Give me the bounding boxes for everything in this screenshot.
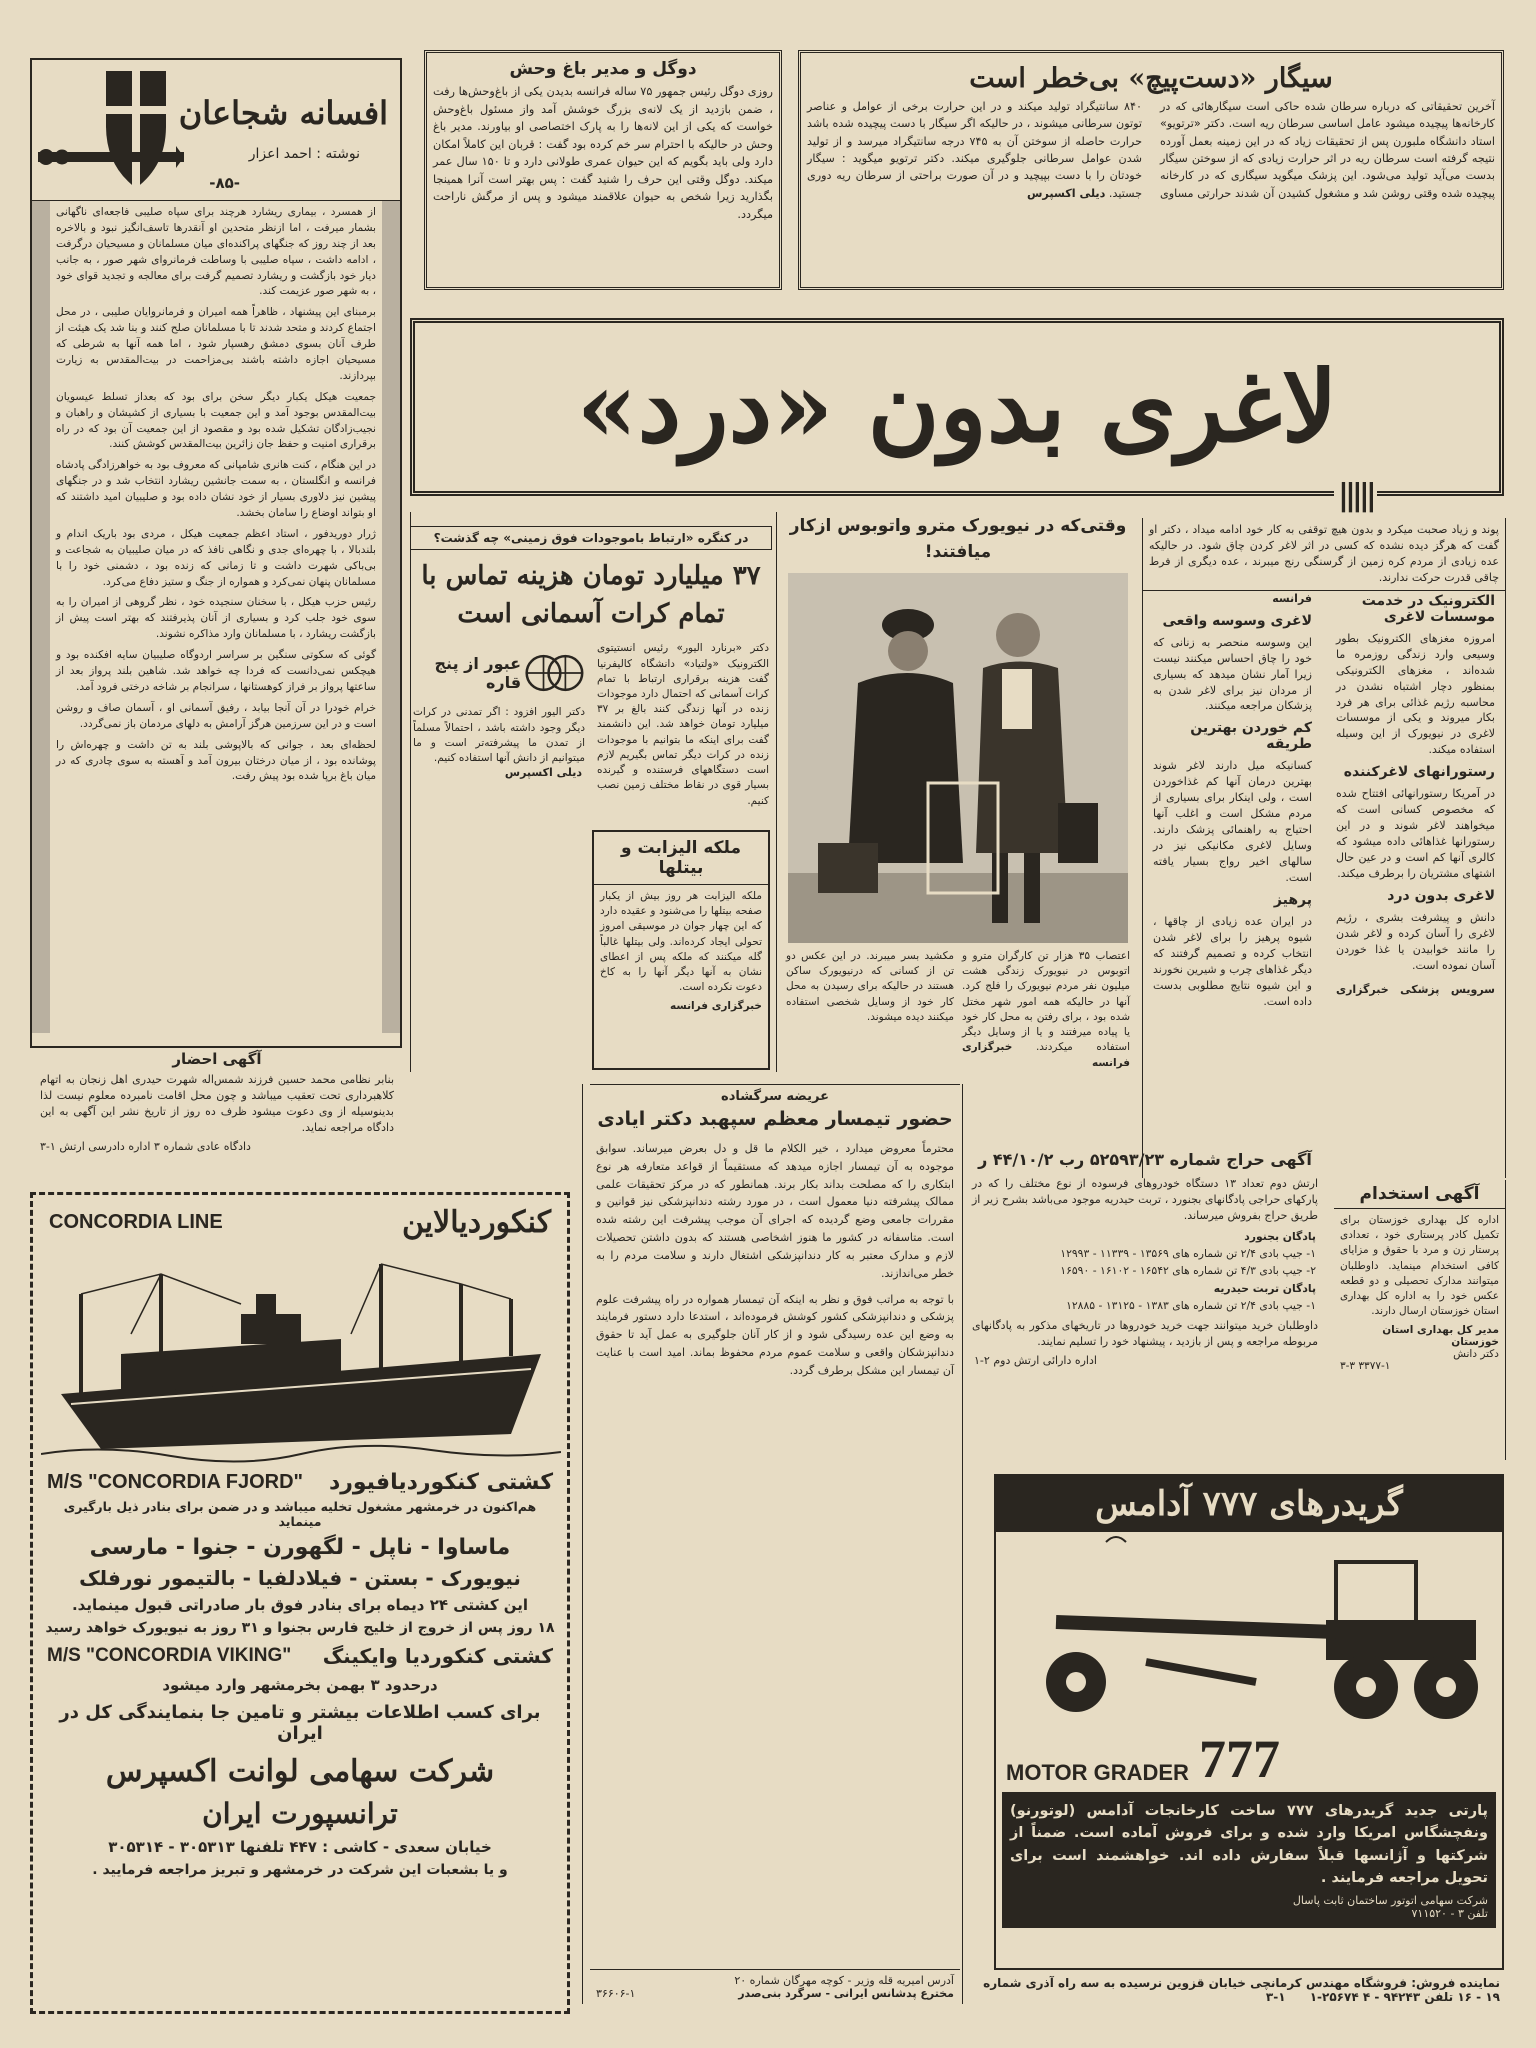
grader-footer-code: ۱-۳ (1265, 1990, 1286, 2004)
serial-paragraph: در این هنگام ، کنت هانری شامپانی که معروف بود به خواهرزادگی پادشاه فرانسه و انگلستان ، به سمت جانشین ریشارد انتخاب شد و در جنگهای پیشین نیز دلاوری بسیار از خود نشان داده بود و صلیبیان امید داشتند که او بتواند اوضاع را سامان بخشد. (56, 459, 376, 520)
petition-footer (590, 1969, 960, 2004)
auction-line: پادگان تربت حیدریه (1213, 1281, 1316, 1295)
weightloss-section-title: کم خوردن بهترین طریقه (1190, 720, 1312, 753)
cigar-body: آخرین تحقیقاتی که درباره سرطان شده حاکی است سیگارهائی که در کارخانه‌ها پیچیده میشود عامل اساسی سرطان ریه است. دکتر «ترتویو» استاد دانشگاه ملبورن پس از تحقیقات زیاد که در این زمینه بعمل آورده نتیجه گرفته است سرطان ریه در اثر حرارت زیادی که از سوختن سیگار بدست می‌آید تولید می‌شود. این پزشک میگوید سیگاری که در کارخانه پیچیده شده وقتی روشن شد و مشغول کشیدن آن شدند حرارتی مساوی ۸۴۰ سانتیگراد تولید میکند و در این حرارت برخی از عوامل و عناصر توتون سرطانی میشوند ، در حالیکه اگر سیگار با دست پیچیده شده باشد حرارت حاصله از سوختن آن به ۷۴۵ درجه سانتیگراد میرسد و از تولید شدن عوامل سرطانی جلوگیری میکند. دکتر ترتویو میگوید : سیگار خودتان را با دست بپیچید و در آن صورت براحتی از سرطان ریه دوری جستید. دیلی اکسپرس (807, 100, 1495, 200)
serial-paragraph: رئیس حزب هیکل ، با سخنان سنجیده خود ، نظر گروهی از امیران را به سوی خود جلب کرد و بسیاری از آنان پذیرفتند که بهتر است پیش از بازگشت ریشارد ، با مسلمانان وارد مذاکره نشوند. (56, 596, 376, 641)
grader-footer: نماینده فروش: فروشگاه مهندس کرمانچی خیابان قزوین نرسیده به سه راه آذری شماره ۱۹ - ۱۶ تلفن ۹۴۲۴۳ - ۴ ۲۵۶۷۴-۱ ۱-۳ (983, 1976, 1500, 2004)
concordia-ship2-en: M/S "CONCORDIA VIKING" (47, 1645, 292, 1666)
serial-paragraph: جمعیت هیکل یکبار دیگر سخن برای بود که بعداز تسلط عیسویان بیت‌المقدس بوجود آمد و این جمعیت با بسیاری از کشیشان و راهبان و نجیب‌زادگان تشکیل شده بود و مقصود از این جمعیت آن بود که در راه برقراری امنیت و حفظ جان زائرین بیت‌المقدس کوشش کنند. (56, 390, 376, 451)
weightloss-section-body: در ایران عده زیادی از چاقها ، شیوه پرهیز را برای لاغر شدن انتخاب کرده و تصمیم گرفتند که دیگر غذاهای چرب و شیرین نخورند و این شیوه نتایج مطلوبی بدست داده است. (1153, 914, 1312, 1008)
congress-body-2: دکتر الیور افزود : اگر تمدنی در کرات دیگر وجود داشته باشد ، احتمالاً مسلماً از تمدن ما پیشرفته‌تر است و ما میتوانیم از دانش آنها استفاده کنیم. (413, 706, 585, 765)
weightloss-section-body: این وسوسه منحصر به زنانی که خود را چاق احساس میکنند نیست زیرا آمار نشان میدهد که بسیاری از مردان نیز برای لاغر شدن به پزشکان مراجعه میکنند. (1153, 635, 1312, 713)
shield-sword-icon (36, 66, 186, 196)
serial-title: افسانه شجاعان (178, 94, 388, 132)
weightloss-section-title: الکترونیک در خدمت موسسات لاغری (1361, 592, 1495, 625)
concordia-brand-fa: کنکوردیالاین (401, 1205, 551, 1240)
degaulle-body: روزی دوگل رئیس جمهور ۷۵ ساله فرانسه بدیدن یکی از باغ‌وحش‌ها رفت ، ضمن بازدید از یک لانه‌ی بزرگ خوشش آمد واز مسئول باغ‌وحش خواست که یکی از این لانه‌ها را به پارک اختصاصی او بیاورند. مدیر باغ وحش در حالیکه با احترام سر خم کرده بود گفت : قربان این کاملاً امکان دارد ولی باید بگویم که این حیوان عمری طولانی دارد و تا ۱۵۰ سال عمر میکند. دوگل وقتی این حرف را شنید گفت : پس بهتر است آنرا همینجا بگذارید زیرا شخص به حیوان علاقمند میشود و پس از مرگش ناراحت میگردد. (433, 85, 773, 221)
petition-body-2: با توجه به مراتب فوق و نظر به اینکه آن تیمسار همواره در راه پیشرفت علوم پزشکی و دندانپزشکی کشور کوشش فرموده‌اند ، استدعا دارد دستور فرمایند به وضع این عده رسیدگی شود و از کار آنان جلوگیری به عمل آید تا حقوق دندانپزشکان واقعی و سلامت عموم مردم محفوظ بماند. امید است با عنایت آن تیمسار این مشکل برطرف گردد. (596, 1292, 954, 1377)
concordia-line3: ۱۸ روز پس از خروج از خلیج فارس بجنوا و ۳۱ روز به نیویورک خواهد رسید (45, 1620, 555, 1636)
concordia-ship2-fa: کشتی کنکوردیا وایکینگ (322, 1644, 553, 1668)
weightloss-section-title: لاغری بدون درد (1387, 887, 1495, 904)
weightloss-article (1142, 518, 1506, 1178)
concordia-line4: درحدود ۳ بهمن بخرمشهر وارد میشود (162, 1676, 438, 1694)
concordia-address: خیابان سعدی - کاشی : ۴۴۷ تلفنها ۳۰۵۳۱۳ - ۳۰۵۳۱۴ (108, 1838, 492, 1856)
petition-label: عریضه سرگشاده (721, 1089, 829, 1104)
auction-notice (966, 1148, 1324, 1460)
summons-footer: دادگاه عادی شماره ۳ اداره دادرسی ارتش ۱-۳ (40, 1139, 251, 1153)
elizabeth-body: ملکه الیزابت هر روز بیش از یکبار صفحه بیتلها را می‌شنود و عقیده دارد که این چهار جوان در موسیقی امروز تحولی ایجاد کرده‌اند. ولی بیتلها غالباً گله میکنند که ملکه پس از اعطای نشان به آنها دیگر آنها را به کاخ دعوت نکرده است. (600, 890, 762, 994)
concordia-ship1 (39, 1464, 561, 1497)
congress-headline: ۳۷ میلیارد تومان هزینه تماس با تمام کرات آسمانی است (421, 561, 761, 629)
petition-sign: مخترع پدشانس ایرانی - سرگرد بنی‌صدر (738, 1987, 954, 2000)
congress-body: دکتر «برنارد الیور» رئیس انستیتوی الکترونیک «ولتیاد» دانشگاه کالیفرنیا گفت هزینه برقراری ارتباط با تمام کرات آسمانی که احتمال دارد موجودات زنده در آنها زندگی کنند بالغ بر ۳۷ میلیارد تومان خواهد شد. این دانشمند گفت برای اینکه ما بتوانیم با موجودات زنده در کرات دیگر تماس بگیریم لازم است دستگاههای فرستنده و گیرنده بسیار قوی در نقاط مختلف زمین نصب کنیم. (597, 642, 769, 807)
concordia-brand-en: CONCORDIA LINE (49, 1211, 223, 1233)
degaulle-article (424, 50, 782, 290)
congress-col-left (410, 641, 588, 808)
congress-signature: دیلی اکسپرس (504, 766, 582, 780)
motor-grader-icon (996, 1532, 1502, 1732)
weightloss-cols (1143, 591, 1505, 1171)
column-rule (962, 1084, 963, 2004)
petition-address: آدرس امیریه قله وزیر - کوچه مهرگان شماره ۲۰ (734, 1974, 954, 1987)
concordia-company2: ترانسپورت ایران (202, 1797, 398, 1830)
concordia-ship1-fa: کشتی کنکوردیافیورد (328, 1470, 553, 1495)
elizabeth-title: ملکه الیزابت و بیتلها (594, 832, 768, 885)
weightloss-signature: سرویس پزشکی خبرگزاری فرانسه (1272, 591, 1495, 996)
weightloss-section-title: لاغری وسوسه واقعی (1162, 612, 1312, 629)
weightloss-section-body: امروزه مغزهای الکترونیک بطور وسیعی وارد زندگی روزمره ما شده‌اند ، مغزهای الکترونیکی بمنظور دچار اشتباه نشدن در محاسبه رژیم غذائی برای هر فرد بکار میروند و یکی از موسسات لاغری در نیویورک از این وسیله استفاده میکند. (1336, 631, 1495, 757)
congress-columns (410, 641, 772, 808)
weightloss-section-title: رستورانهای لاغرکننده (1343, 764, 1495, 781)
serial-header (32, 60, 400, 201)
degaulle-title: دوگل و مدیر باغ وحش (509, 59, 697, 79)
serial-paragraph: برمبنای این پیشنهاد ، ظاهراً همه امیران و فرمانروایان صلیبی ، در محل اجتماع کردند و متحد شدند تا با مسلمانان صلح کنند و بنا شد یک هیئت از طرف آنان بسوی دمشق رهسپار شود ، اما همه آنها به شرطی که مسیحیان اجازه داشته باشند بی‌مزاحمت در بیت‌المقدس به زیارت بپردازند. (56, 306, 376, 382)
hiring-body: اداره کل بهداری خوزستان برای تکمیل کادر پرستاری خود ، تعدادی پرستار زن و مرد با حقوق و مزایای کافی استخدام مینماید. داوطلبان میتوانند مدارک تحصیلی و دو قطعه عکس خود را به اداره کل بهداری استان خوزستان ارسال دارند. (1340, 1214, 1499, 1318)
concordia-header (39, 1201, 561, 1244)
headline-marker: ||||| (1334, 478, 1377, 513)
column-rule (582, 1084, 583, 2004)
nyc-title: وقتی‌که در نیویورک مترو واتوبوس ازکار میافتند! (789, 516, 1127, 562)
cargo-ship-icon (41, 1244, 561, 1464)
elizabeth-article (592, 830, 770, 1070)
grader-model: 777 (1198, 1729, 1280, 1789)
auction-body-2: داوطلبان خرید میتوانند جهت خرید خودروها در تاریخهای مذکور به پادگانهای مربوطه مراجعه و پس از بازدید ، پیشنهاد خود را تسلیم نمایند. (972, 1319, 1318, 1349)
weightloss-section-title: پرهیز (1273, 891, 1312, 908)
concordia-line1: هم‌اکنون در خرمشهر مشغول تخلیه میباشد و در ضمن برای بنادر ذیل بارگیری مینماید (63, 1499, 537, 1529)
metro-strike-photo-icon (788, 573, 1128, 943)
five-continents-logo (410, 641, 588, 705)
concordia-line5: برای کسب اطلاعات بیشتر و تامین جا بنمایندگی کل در ایران (59, 1702, 541, 1744)
serial-author: نوشته : احمد اعزار (248, 146, 360, 162)
nyc-caption: مکشید بسر میبرند. در این عکس دو تن از کسانی که درنیویورک ساکن هستند در حالیکه برای رسیدن به محل کار خود از وسایل شخصی استفاده میکنند دیده میشوند. (786, 950, 954, 1023)
weightloss-intro: پوند و زیاد صحبت میکرد و بدون هیچ توقفی به کار خود ادامه میداد ، دکتر او گفت که هرگز دیده نشده که کسی در اثر لاغر کردن چاق شود. در حالیکه عده زیادی از مردم کره زمین از گرسنگی رنج میبرند ، عده دیگری از فرط چاقی قدرت حرکت ندارند. (1143, 518, 1505, 591)
concordia-ports1: ماساوا - ناپل - لگهورن - جنوا - مارسی (89, 1535, 511, 1560)
summons-notice (34, 1050, 400, 1182)
hiring-sign: مدیر کل بهداری استان خوزستان (1382, 1323, 1499, 1348)
cigar-article (798, 50, 1504, 290)
column-rule (410, 512, 411, 1072)
concordia-ship1-en: M/S "CONCORDIA FJORD" (47, 1471, 304, 1493)
weightloss-section-body: در آمریکا رستورانهائی افتتاح شده که مخصوص کسانی است که میخواهند لاغر شوند و در این رستورانها غذاهائی داده میشود که کالری آنها کم است و در عین حال اشتهای مشتریان را برطرف میکند. (1336, 787, 1495, 880)
auction-line: ۱- جیپ بادی ۲/۴ تن شماره های ۱۳۵۶۹ - ۱۱۳۳۹ - ۱۲۹۹۳ (1060, 1247, 1316, 1261)
serial-paragraph: گوئی که سکوتی سنگین بر سراسر اردوگاه صلیبیان سایه افکنده بود و هیچکس نمی‌دانست که فردا چه خواهد شد. شاهین بلند پرواز بعد از ساعتها پرواز بر فراز کوهستانها ، سرانجام بر شاخه درختی فرود آمد. (56, 649, 376, 693)
headline-box (410, 318, 1504, 496)
nyc-article (780, 512, 1136, 1102)
serial-episode: -۸۵- (209, 174, 240, 192)
globe-icon (525, 645, 584, 701)
weightloss-section-body: دانش و پیشرفت بشری ، رژیم لاغری را آسان کرده و لاغر شدن را مانند خوابیدن یا غذا خوردن آسان نموده است. (1336, 910, 1495, 972)
cigar-title: سیگار «دست‌پیچ» بی‌خطر است (969, 63, 1333, 94)
grader-promo: پارتی جدید گریدرهای ۷۷۷ ساخت کارخانجات آدامس (لوتورنو) ونفچشگاس امریکا وارد شده و برای فروش آماده است. ضمناً از شرکتها و آژانسها قبلاً سفارش داده اند. خواهشمند است برای تحویل مراجعه فرمایند . (1010, 1803, 1488, 1887)
hiring-title: آگهی استخدام (1334, 1180, 1505, 1209)
auction-title: آگهی حراج شماره ۵۲۵۹۳/۲۳ رب ۴۴/۱۰/۲ ر (978, 1150, 1312, 1169)
concordia-note: و یا بشعبات این شرکت در خرمشهر و تبریز مراجعه فرمایید . (92, 1862, 508, 1878)
serial-text (32, 201, 400, 1033)
hiring-notice (1334, 1180, 1506, 1460)
congress-kicker: در کنگره «ارتباط باموجودات فوق زمینی» چه گذشت؟ (410, 526, 772, 550)
auction-line: ۲- جیپ بادی ۴/۳ تن شماره های ۱۶۵۴۲ - ۱۶۱۰۲ - ۱۶۵۹۰ (1060, 1264, 1316, 1278)
cigar-signature: دیلی اکسپرس (1026, 186, 1106, 200)
five-continents-text: عبور از پنج قاره (434, 654, 522, 693)
serial-paragraph: از همسرد ، بیماری ریشارد هرچند برای سپاه صلیبی فاجعه‌ای ناگهانی بشمار میرفت ، اما ازنظر متحدین او آنقدرها تاسف‌انگیز نبود و بالاخره بعد از چند روز که جنگهای پراکنده‌ای میان مسلمانان و مسیحیان درگرفت ، ادامه داشت ، سپاه صلیبی با وساطت فرمانروای شهر صور ، به جانب دیار خود بازگشت و ریشارد تصمیم گرفت برای معالجه و تجدید قوای خود ، به شهر صور عزیمت کند. (56, 206, 376, 298)
concordia-company1: شرکت سهامی لوانت اکسپرس (105, 1754, 495, 1789)
nyc-photo (788, 573, 1128, 943)
auction-line: پادگان بجنورد (1244, 1229, 1316, 1243)
concordia-line2: این کشتی ۲۴ دیماه برای بنادر فوق بار صادراتی قبول مینماید. (71, 1596, 529, 1614)
auction-body: ارتش دوم تعداد ۱۳ دستگاه خودروهای فرسوده از نوع مختلف را که در پارکهای حراجی پادگانهای بجنورد ، تربت حیدریه موجود می‌باشد بشرح زیر از طریق حراج بفروش میرساند. (972, 1177, 1318, 1222)
auction-lines (966, 1228, 1324, 1314)
auction-footer: اداره دارائی ارتش دوم ۲-۱ (974, 1354, 1097, 1368)
grader-company: شرکت سهامی اتوتور ساختمان ثابت پاسال (1292, 1893, 1488, 1907)
serial-paragraph: خرام خودرا در آن آنجا بیابد ، رفیق آسمانی او ، آسمان صاف و روشن است و در این سرزمین هرگز آرامش به دلهای مردمان باز نمی‌گردد. (56, 701, 376, 730)
concordia-ad (30, 1192, 570, 2014)
grader-label-row (996, 1729, 1502, 1789)
congress-col-right (594, 641, 772, 808)
serial-paragraph: لحظه‌ای بعد ، جوانی که بالاپوشی بلند به تن داشت و چهره‌اش را پوشانده بود ، از میان درختان بیرون آمد و آهسته به سوی چادری که در میان باغ برپا شده بود پیش رفت. (56, 738, 376, 783)
elizabeth-signature: خبرگزاری فرانسه (670, 999, 762, 1012)
grader-promo-box (1002, 1792, 1496, 1928)
grader-phone: تلفن ۳ - ۷۱۱۵۲۰ (1411, 1906, 1488, 1920)
column-rule (776, 512, 777, 1072)
weightloss-section-body: کسانیکه میل دارند لاغر شوند بهترین درمان آنها کم غذاخوردن است ، ولی اینکار برای بسیاری از مردم مشکل است و اغلب آنها احتیاج به راهنمائی پزشک دارند. وسایل لاغری مکانیکی نیز در سالهای اخیر رواج بسیار یافته است. (1153, 759, 1312, 884)
concordia-ports2: نیویورک - بستن - فیلادلفیا - بالتیمور نورفلک (79, 1566, 521, 1590)
nyc-text-cols (780, 949, 1136, 1071)
petition-code: ۳۶۶۰۶-۱ (596, 1987, 636, 2000)
grader-label-en: MOTOR GRADER (1006, 1760, 1189, 1785)
serial-box (30, 58, 402, 1048)
grader-ad (994, 1474, 1504, 1970)
petition-title: حضور تیمسار معظم سپهبد دکتر ایادی (597, 1108, 953, 1130)
hiring-code: ۳۳۷۷-۱ ۳-۳ (1340, 1359, 1391, 1372)
petition-body: محترماً معروض میدارد ، خیر الکلام ما قل و دل بعرض میرساند. سوابق موجوده به آن تیمسار اجازه میدهد که مستقیماً از قواعد متعارفه هر نوع ابتکاری را که مصلحت بداند بکار برند. همانطور که در مرکز تحقیقات علمی ممالک پیشرفته دنیا معمول است ، در مورد رشته دندانپزشکی نیز قوانین و مقررات جامعی وضع گردیده که اجرای آن موجب پیشرفت این رشته شده است. متاسفانه در کشور ما هنوز اشخاصی هستند که بدون داشتن تحصیلات لازم و مدارک معتبر به کار دندانپزشکی اشتغال دارند و سلامت مردم را به خطر می‌اندازند. (596, 1142, 954, 1280)
nyc-signature: خبرگزاری فرانسه (962, 1041, 1130, 1069)
summons-body: بنابر نظامی محمد حسین فرزند شمس‌اله شهرت حیدری اهل زنجان به اتهام کلاهبرداری تحت تعقیب میباشد و چون محل اقامت نامبرده معلوم نیست لذا بدینوسیله از وی دعوت میشود ظرف ده روز از تاریخ نشر این آگهی به این دادگاه مراجعه نماید. (40, 1073, 394, 1134)
main-headline: لاغری بدون «درد» (576, 350, 1338, 465)
nyc-body: اعتصاب ۳۵ هزار تن کارگران مترو و اتوبوس در نیویورک زندگی هشت میلیون نفر مردم نیویورک را فلج کرد. آنها در حالیکه همه امور شهر مختل شده بود ، برای رفتن به محل کار خود یا پیاده میرفتند و یا از وسایل دیگر استفاده میکردند. خبرگزاری فرانسه (962, 950, 1130, 1069)
grader-title: گریدرهای ۷۷۷ آدامس (996, 1476, 1502, 1532)
petition-article (590, 1084, 960, 2004)
auction-line: ۱- جیپ بادی ۲/۴ تن شماره های ۱۳۸۳ - ۱۳۱۲۵ - ۱۲۸۸۵ (1066, 1298, 1316, 1312)
hiring-name: دکتر دانش (1453, 1347, 1499, 1360)
summons-title: آگهی احضار (172, 1050, 262, 1068)
serial-paragraph: ژرار دوریدفور ، استاد اعظم جمعیت هیکل ، مردی بود باریک اندام و بلندبالا ، با چهره‌ای جدی و نگاهی نافذ که در میان صلیبیان به شجاعت و بی‌باکی شهرت داشت و تا زمانی که زنده بود ، دشمنی خود را با مسلمانان پنهان نمی‌کرد و همواره از جنگ و ستیز دفاع می‌کرد. (56, 527, 376, 588)
concordia-ship2 (39, 1638, 561, 1674)
